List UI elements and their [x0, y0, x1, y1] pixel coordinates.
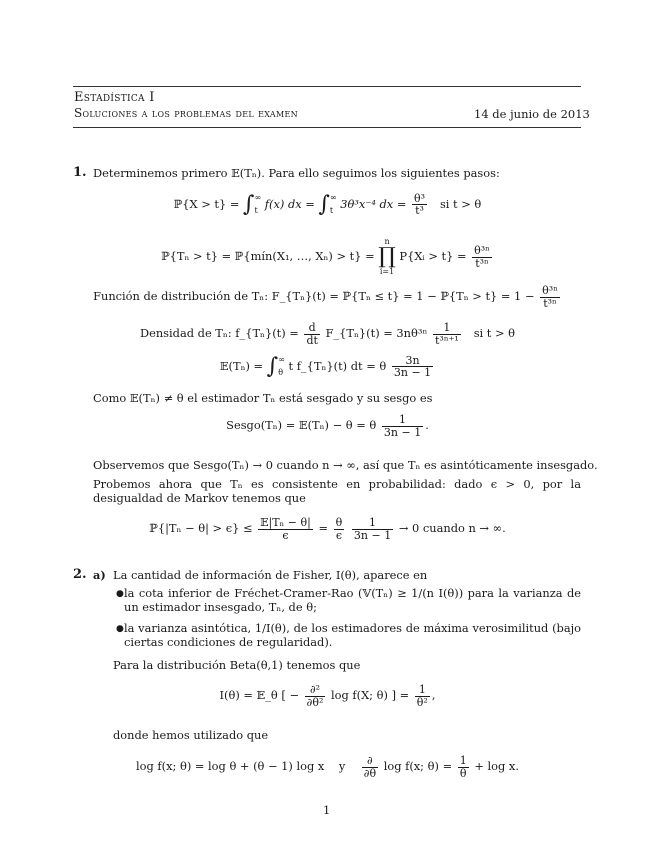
problem-2-part-a: a) [93, 568, 106, 582]
equation-markov: ℙ{|Tₙ − θ| > ϵ} ≤ $\frac{\text{𝔼|Tₙ − θ|}}{\epsilon}$ = $\frac{\theta}{\epsilon}$ $\frac{1}{3n - 1}$ → 0 cuando n → ∞. [149, 516, 506, 542]
header-bottom-rule [73, 127, 581, 128]
problem-2-intro: La cantidad de información de Fisher, I(θ), aparece en [113, 568, 428, 582]
equation-density: Densidad de Tₙ: f_{Tₙ}(t) = $\frac{d}{dt}$ F_{Tₙ}(t) = 3nθ³ⁿ $\frac{1}{\text{t³ⁿ⁺¹}}$ si t > θ [139, 321, 516, 347]
problem-1-number: 1. [73, 165, 87, 180]
problem-2-number: 2. [73, 567, 87, 582]
bullet-1: la cota inferior de Fréchet-Cramer-Rao (𝕍(Tₙ) ≥ 1/(n I(θ)) para la varianza de un estimador insesgado, Tₙ, de θ; [124, 586, 581, 615]
beta-text: Para la distribución Beta(θ,1) tenemos que [113, 658, 361, 672]
equation-bias: Sesgo(Tₙ) = 𝔼(Tₙ) − θ = θ $\frac{1}{3n - 1}$ . [226, 413, 429, 439]
consistency-text: Probemos ahora que Tₙ es consistente en probabilidad: dado ϵ > 0, por la desigualdad de Markov tenemos que [93, 477, 581, 506]
document-subtitle: Soluciones a los problemas del examen [74, 106, 298, 120]
asymptotic-text: Observemos que Sesgo(Tₙ) → 0 cuando n → ∞, así que Tₙ es asintóticamente insesgado. [93, 458, 598, 472]
used-text: donde hemos utilizado que [113, 728, 269, 742]
problem-1-intro: Determinemos primero 𝔼(Tₙ). Para ello seguimos los siguientes pasos: [93, 166, 500, 180]
equation-fisher-information: I(θ) = 𝔼_θ [ − $\frac{\text{∂²}}{\text{∂θ²}}$ log f(X; θ) ] = $\frac{1}{\text{θ²}}$ , [219, 683, 436, 709]
equation-survival-X: ℙ{X > t} = ∫ ∞ t f(x) dx = ∫ ∞ t 3θ³x⁻⁴ dx = $\frac{\text{θ³}}{\text{t³}}$ si t > θ [173, 191, 482, 218]
equation-log-likelihood: log f(x; θ) = log θ + (θ − 1) log x y $\frac{\partial}{\partial\theta}$ log f(x; θ) = $\frac{1}{\theta}$ + log x. [136, 754, 519, 780]
equation-expectation: 𝔼(Tₙ) = ∫ ∞ θ t f_{Tₙ}(t) dt = θ $\frac{3n}{3n - 1}$ [219, 353, 432, 380]
bias-text: Como 𝔼(Tₙ) ≠ θ el estimador Tₙ está sesgado y su sesgo es [93, 391, 433, 405]
bullet-2-marker: ● [116, 624, 124, 634]
course-title: Estadística I [74, 90, 155, 105]
bullet-1-marker: ● [116, 589, 124, 599]
bullet-2: la varianza asintótica, 1/I(θ), de los estimadores de máxima verosimilitud (bajo ciertas condiciones de regularidad). [124, 621, 581, 650]
equation-survival-Tn: ℙ{Tₙ > t} = ℙ{mín(X₁, …, Xₙ) > t} = n ∏ i=1 P{Xᵢ > t} = $\frac{\text{θ³ⁿ}}{\text{t³ⁿ}}$ [161, 237, 490, 276]
exam-date: 14 de junio de 2013 [474, 107, 590, 121]
equation-distribution-function: Función de distribución de Tₙ: F_{Tₙ}(t) = ℙ{Tₙ ≤ t} = 1 − ℙ{Tₙ > t} = 1 − $\frac{\text{θ³ⁿ}}{\text{t³ⁿ}}$ [93, 284, 558, 310]
header-top-rule [73, 86, 581, 87]
page-number: 1 [323, 803, 331, 817]
